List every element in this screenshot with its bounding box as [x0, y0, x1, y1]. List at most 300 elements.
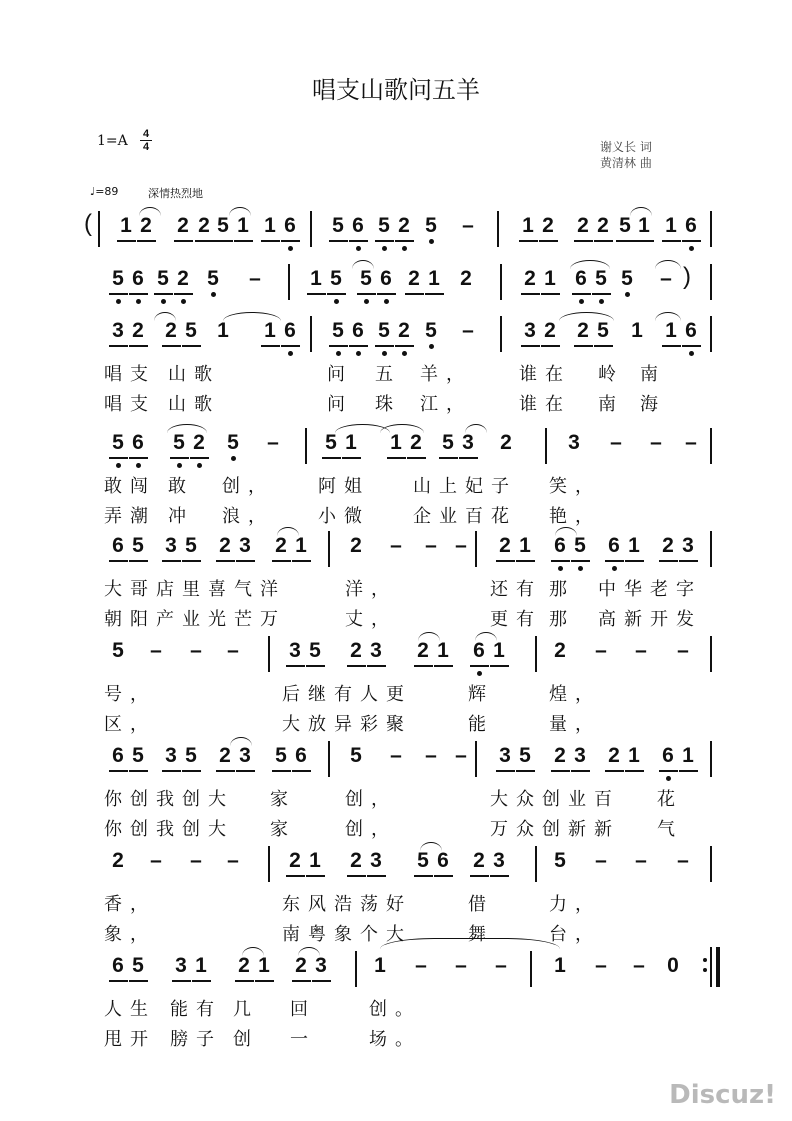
eighth-underline — [162, 560, 181, 562]
lyric-text: 气 — [657, 819, 683, 840]
note: 5 — [112, 431, 124, 454]
note: – — [595, 954, 607, 977]
note: – — [633, 954, 645, 977]
lyric-text: 海 — [640, 394, 666, 415]
eighth-underline — [322, 457, 341, 459]
lyric-text: 一 — [290, 1029, 316, 1050]
note: 5 — [157, 267, 169, 290]
lyric-text: 舞 — [468, 924, 494, 945]
octave-dot-below — [599, 299, 604, 304]
note: 1 — [428, 267, 440, 290]
eighth-underline — [594, 240, 613, 242]
note: 2 — [608, 744, 620, 767]
lyric-text: 创 — [233, 1029, 259, 1050]
lyric-text: 南 — [598, 394, 624, 415]
lyric-text: 浪， — [222, 506, 274, 527]
note: – — [455, 534, 467, 557]
octave-dot-below — [382, 246, 387, 251]
note: – — [610, 431, 622, 454]
lyric-text: 谁在 — [519, 364, 571, 385]
eighth-underline — [182, 770, 201, 772]
lyric-text: 香， — [104, 894, 156, 915]
tempo-marking: ♩=89 — [90, 185, 119, 198]
note: 2 — [219, 534, 231, 557]
barline — [268, 636, 270, 672]
lyric-text: 你创我创大 — [104, 789, 234, 810]
lyric-text: 创， — [222, 476, 274, 497]
note: 1 — [628, 534, 640, 557]
octave-dot-below — [116, 299, 121, 304]
note: 5 — [132, 744, 144, 767]
eighth-underline — [236, 770, 255, 772]
octave-dot-below — [334, 299, 339, 304]
note: 2 — [112, 849, 124, 872]
lyric-text: 家 — [270, 819, 296, 840]
note: 6 — [437, 849, 449, 872]
note: 2 — [662, 534, 674, 557]
lyric-text: 那 — [549, 609, 575, 630]
eighth-underline — [109, 770, 128, 772]
eighth-underline — [496, 560, 515, 562]
note: 2 — [597, 214, 609, 237]
note: 5 — [332, 319, 344, 342]
eighth-underline — [592, 293, 611, 295]
barline — [710, 846, 712, 882]
lyric-text: 弄潮 — [104, 506, 156, 527]
note: 2 — [198, 214, 210, 237]
eighth-underline — [574, 240, 593, 242]
note: 2 — [410, 431, 422, 454]
note: 6 — [284, 319, 296, 342]
slur — [229, 207, 251, 216]
eighth-underline — [261, 240, 280, 242]
eighth-underline — [387, 457, 406, 459]
note: 5 — [207, 267, 219, 290]
note: 5 — [227, 431, 239, 454]
eighth-underline — [434, 875, 453, 877]
eighth-underline — [574, 345, 593, 347]
note: 3 — [574, 744, 586, 767]
note: 3 — [682, 534, 694, 557]
lyric-text: 冲 — [168, 506, 194, 527]
note: 2 — [165, 319, 177, 342]
lyric-text: 岭 — [598, 364, 624, 385]
eighth-underline — [329, 240, 348, 242]
note: 6 — [575, 267, 587, 290]
eighth-underline — [496, 770, 515, 772]
lyric-text: 中华老字 — [598, 579, 702, 600]
octave-dot-below — [356, 246, 361, 251]
note: 5 — [185, 534, 197, 557]
eighth-underline — [679, 770, 698, 772]
eighth-underline — [572, 293, 591, 295]
note: – — [249, 267, 261, 290]
expression-marking: 深情热烈地 — [148, 187, 203, 200]
note: 3 — [499, 744, 511, 767]
note: 5 — [621, 267, 633, 290]
note: 1 — [310, 267, 322, 290]
eighth-underline — [616, 240, 635, 242]
lyric-text: 丈， — [345, 609, 397, 630]
note: 2 — [350, 639, 362, 662]
note: 5 — [597, 319, 609, 342]
note: 5 — [132, 954, 144, 977]
eighth-underline — [195, 240, 214, 242]
note: 2 — [398, 319, 410, 342]
slur — [139, 207, 161, 216]
eighth-underline — [216, 770, 235, 772]
eighth-underline — [605, 770, 624, 772]
lyric-text: 南粤象个大 — [282, 924, 412, 945]
score-system — [0, 745, 792, 865]
note: 5 — [378, 319, 390, 342]
note: 5 — [425, 319, 437, 342]
note: 2 — [177, 214, 189, 237]
eighth-underline — [312, 980, 331, 982]
lyric-text: 更有 — [490, 609, 542, 630]
eighth-underline — [272, 770, 291, 772]
note: 3 — [568, 431, 580, 454]
note: – — [462, 214, 474, 237]
repeat-dots — [703, 958, 707, 978]
lyric-text: 能 — [468, 714, 494, 735]
note: 5 — [325, 431, 337, 454]
eighth-underline — [395, 345, 414, 347]
note: 2 — [193, 431, 205, 454]
note: – — [677, 849, 689, 872]
composer-credit: 黄清林 曲 — [600, 156, 652, 170]
note: – — [190, 849, 202, 872]
lyric-text: 后继有人更 — [282, 684, 412, 705]
lyric-text: 人生 — [104, 999, 156, 1020]
eighth-underline — [129, 345, 148, 347]
note: 3 — [165, 744, 177, 767]
eighth-underline — [662, 345, 681, 347]
eighth-underline — [349, 240, 368, 242]
note: 6 — [112, 534, 124, 557]
note: 3 — [239, 744, 251, 767]
note: 0 — [667, 954, 679, 977]
note: – — [415, 954, 427, 977]
eighth-underline — [470, 875, 489, 877]
eighth-underline — [162, 770, 181, 772]
note: – — [150, 639, 162, 662]
eighth-underline — [625, 560, 644, 562]
note: – — [390, 744, 402, 767]
lyric-text: 大放异彩聚 — [282, 714, 412, 735]
lyric-text: 高新开发 — [598, 609, 702, 630]
note: – — [390, 534, 402, 557]
note: 6 — [380, 267, 392, 290]
note: 1 — [493, 639, 505, 662]
octave-dot-below — [197, 463, 202, 468]
note: 6 — [112, 954, 124, 977]
barline — [98, 211, 100, 247]
lyric-text: 大众创业百 — [490, 789, 620, 810]
octave-dot-below — [136, 299, 141, 304]
barline — [475, 741, 477, 777]
eighth-underline — [349, 345, 368, 347]
octave-dot-below — [384, 299, 389, 304]
note: 1 — [309, 849, 321, 872]
eighth-underline — [170, 457, 189, 459]
eighth-underline — [172, 980, 191, 982]
eighth-underline — [490, 875, 509, 877]
note: 1 — [295, 534, 307, 557]
note: 2 — [577, 214, 589, 237]
eighth-underline — [129, 293, 148, 295]
note: 1 — [519, 534, 531, 557]
lyric-text: 号， — [104, 684, 156, 705]
note: 5 — [350, 744, 362, 767]
note: 5 — [173, 431, 185, 454]
score-system — [0, 955, 792, 1075]
note: 5 — [185, 319, 197, 342]
octave-dot-below — [136, 463, 141, 468]
note: 5 — [330, 267, 342, 290]
eighth-underline — [174, 293, 193, 295]
octave-dot-below — [402, 246, 407, 251]
note: 1 — [628, 744, 640, 767]
eighth-underline — [281, 345, 300, 347]
lyric-text: 问 — [327, 394, 353, 415]
octave-dot-below — [666, 776, 671, 781]
octave-dot-below — [231, 456, 236, 461]
eighth-underline — [659, 770, 678, 772]
eighth-underline — [286, 665, 305, 667]
eighth-underline — [117, 240, 136, 242]
barline — [500, 264, 502, 300]
eighth-underline — [182, 345, 201, 347]
lyric-text: 创， — [345, 789, 397, 810]
eighth-underline — [174, 240, 193, 242]
octave-dot-below — [116, 463, 121, 468]
lyric-text: 羊， — [420, 364, 472, 385]
eighth-underline — [375, 345, 394, 347]
note: 6 — [473, 639, 485, 662]
barline — [545, 428, 547, 464]
note: 2 — [408, 267, 420, 290]
eighth-underline — [192, 980, 211, 982]
note: 1 — [665, 319, 677, 342]
octave-dot-below — [161, 299, 166, 304]
note: 5 — [554, 849, 566, 872]
note: 1 — [217, 319, 229, 342]
note: 1 — [631, 319, 643, 342]
note: – — [677, 639, 689, 662]
note: 6 — [554, 534, 566, 557]
lyric-text: 台， — [549, 924, 601, 945]
eighth-underline — [214, 240, 233, 242]
eighth-underline — [137, 240, 156, 242]
eighth-underline — [109, 293, 128, 295]
eighth-underline — [682, 345, 701, 347]
barline — [268, 846, 270, 882]
note: 2 — [350, 849, 362, 872]
time-signature-bottom: 4 — [140, 140, 152, 153]
octave-dot-below — [477, 671, 482, 676]
note: 2 — [350, 534, 362, 557]
octave-dot-below — [579, 299, 584, 304]
barline — [530, 951, 532, 987]
barline — [500, 316, 502, 352]
note: 1 — [665, 214, 677, 237]
eighth-underline — [109, 980, 128, 982]
note: 2 — [275, 534, 287, 557]
eighth-underline — [129, 770, 148, 772]
lyric-text: 那 — [549, 579, 575, 600]
note: 2 — [460, 267, 472, 290]
note: 2 — [177, 267, 189, 290]
eighth-underline — [182, 560, 201, 562]
eighth-underline — [306, 875, 325, 877]
octave-dot-below — [356, 351, 361, 356]
lyric-text: 场。 — [369, 1029, 421, 1050]
eighth-underline — [425, 293, 444, 295]
octave-dot-below — [612, 566, 617, 571]
lyric-text: 区， — [104, 714, 156, 735]
barline — [497, 211, 499, 247]
eighth-underline — [109, 457, 128, 459]
note: – — [595, 849, 607, 872]
note: 2 — [398, 214, 410, 237]
eighth-underline — [306, 665, 325, 667]
note: 5 — [417, 849, 429, 872]
eighth-underline — [541, 293, 560, 295]
barline — [710, 636, 712, 672]
barline — [535, 636, 537, 672]
lyric-text: 山歌 — [168, 364, 220, 385]
note: 1 — [437, 639, 449, 662]
note: 1 — [374, 954, 386, 977]
lyric-text: 回 — [290, 999, 316, 1020]
note: 1 — [554, 954, 566, 977]
lyric-text: 甩开 — [104, 1029, 156, 1050]
note: 1 — [195, 954, 207, 977]
octave-dot-below — [689, 351, 694, 356]
eighth-underline — [519, 240, 538, 242]
note: – — [635, 849, 647, 872]
eighth-underline — [414, 875, 433, 877]
barline — [310, 211, 312, 247]
lyric-text: 膀子 — [170, 1029, 222, 1050]
octave-dot-below — [364, 299, 369, 304]
score-system — [0, 535, 792, 655]
note: 1 — [345, 431, 357, 454]
eighth-underline — [234, 240, 253, 242]
eighth-underline — [286, 875, 305, 877]
note: 2 — [542, 214, 554, 237]
octave-dot-below — [429, 344, 434, 349]
note: – — [227, 639, 239, 662]
note: – — [425, 534, 437, 557]
note: 3 — [112, 319, 124, 342]
note: 6 — [662, 744, 674, 767]
eighth-underline — [190, 457, 209, 459]
lyric-text: 山歌 — [168, 394, 220, 415]
note: 5 — [619, 214, 631, 237]
eighth-underline — [662, 240, 681, 242]
note: 6 — [132, 431, 144, 454]
note: 6 — [608, 534, 620, 557]
note: 2 — [554, 744, 566, 767]
note: 2 — [132, 319, 144, 342]
note: 3 — [315, 954, 327, 977]
note: 3 — [165, 534, 177, 557]
note: 5 — [332, 214, 344, 237]
lyric-text: 五 — [375, 364, 401, 385]
eighth-underline — [679, 560, 698, 562]
eighth-underline — [405, 293, 424, 295]
lyric-text: 大哥店里喜气洋 — [104, 579, 286, 600]
barline — [288, 264, 290, 300]
note: 3 — [370, 849, 382, 872]
eighth-underline — [292, 770, 311, 772]
note: – — [455, 744, 467, 767]
note: 2 — [140, 214, 152, 237]
note: 2 — [500, 431, 512, 454]
lyric-text: 南 — [640, 364, 666, 385]
score-system — [0, 640, 792, 760]
eighth-underline — [281, 240, 300, 242]
barline — [535, 846, 537, 882]
open-parenthesis: ( — [84, 210, 92, 237]
lyric-text: 敢 — [168, 476, 194, 497]
lyric-text: 企业百花 — [413, 506, 517, 527]
octave-dot-below — [288, 351, 293, 356]
eighth-underline — [459, 457, 478, 459]
barline — [710, 264, 712, 300]
lyric-text: 能有 — [170, 999, 222, 1020]
octave-dot-below — [177, 463, 182, 468]
eighth-underline — [216, 560, 235, 562]
note: 1 — [682, 744, 694, 767]
note: 1 — [264, 214, 276, 237]
note: 2 — [554, 639, 566, 662]
lyric-text: 谁在 — [519, 394, 571, 415]
eighth-underline — [377, 293, 396, 295]
note: 1 — [264, 319, 276, 342]
eighth-underline — [129, 980, 148, 982]
eighth-underline — [342, 457, 361, 459]
note: 5 — [217, 214, 229, 237]
note: 6 — [132, 267, 144, 290]
eighth-underline — [307, 293, 326, 295]
lyricist-credit: 谢义长 词 — [600, 140, 652, 154]
barline — [328, 741, 330, 777]
lyric-text: 小微 — [318, 506, 370, 527]
lyric-text: 珠 — [375, 394, 401, 415]
lyric-text: 家 — [270, 789, 296, 810]
note: – — [635, 639, 647, 662]
eighth-underline — [261, 345, 280, 347]
time-signature — [140, 128, 152, 153]
eighth-underline — [154, 293, 173, 295]
lyric-text: 艳， — [549, 506, 601, 527]
eighth-underline — [109, 345, 128, 347]
octave-dot-below — [578, 566, 583, 571]
note: – — [190, 639, 202, 662]
note: – — [455, 954, 467, 977]
slur — [630, 207, 652, 216]
eighth-underline — [682, 240, 701, 242]
octave-dot-below — [336, 351, 341, 356]
note: 5 — [595, 267, 607, 290]
lyric-text: 量， — [549, 714, 601, 735]
lyric-text: 辉 — [468, 684, 494, 705]
note: 6 — [352, 214, 364, 237]
eighth-underline — [375, 240, 394, 242]
